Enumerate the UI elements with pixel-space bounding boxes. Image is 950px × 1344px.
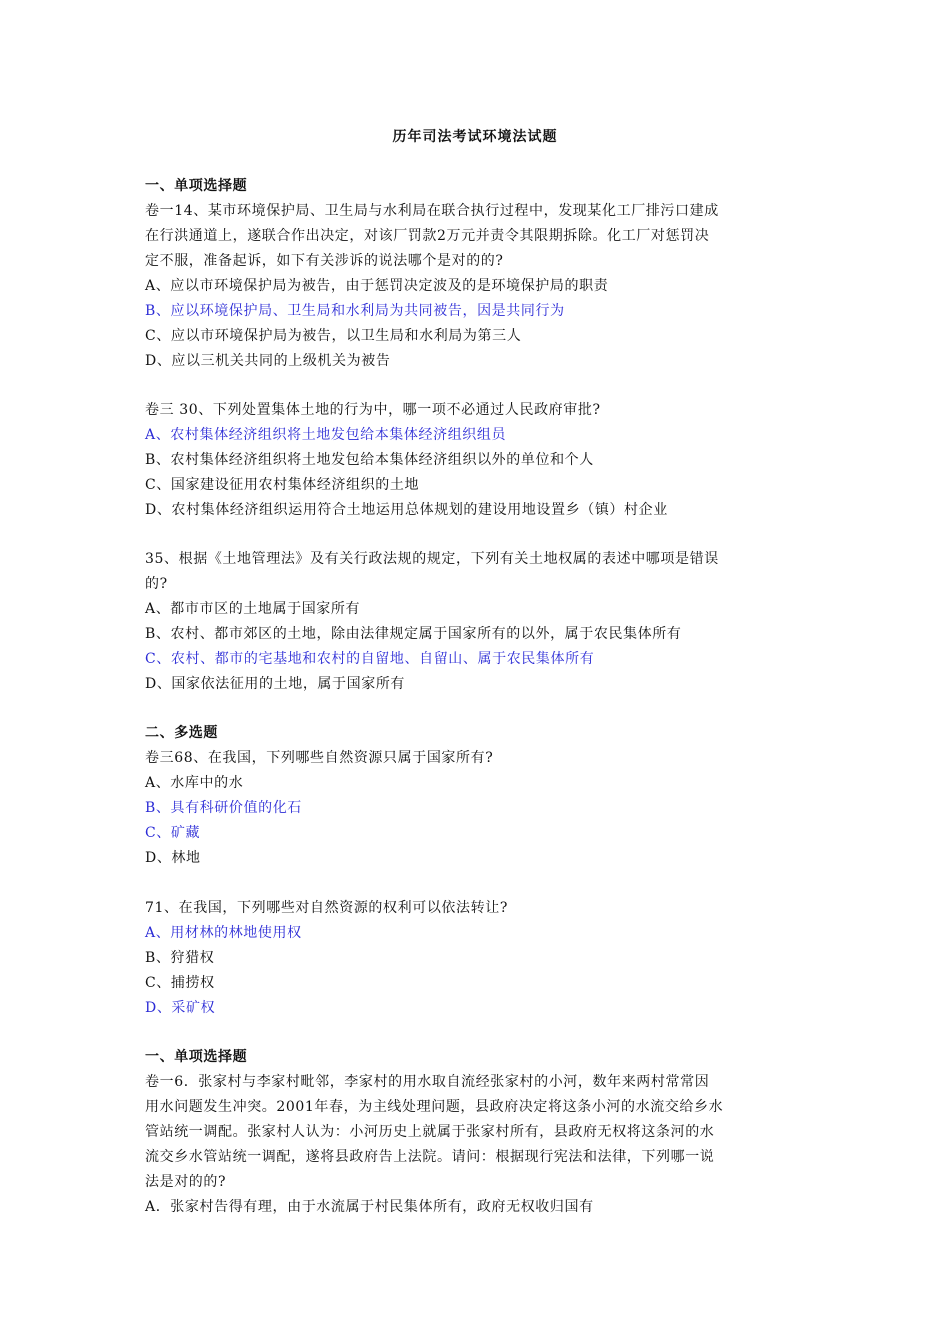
answer-option: D、林地 — [145, 850, 201, 866]
answer-option: A、水库中的水 — [145, 775, 244, 791]
question-stem: 管站统一调配。张家村人认为：小河历史上就属于张家村所有，县政府无权将这条河的水 — [145, 1124, 715, 1140]
answer-option: A、应以市环境保护局为被告，由于惩罚决定波及的是环境保护局的职责 — [145, 278, 609, 294]
question-stem: 卷三68、在我国，下列哪些自然资源只属于国家所有? — [145, 750, 494, 766]
answer-option-highlighted: B、具有科研价值的化石 — [145, 800, 302, 816]
answer-option: D、应以三机关共同的上级机关为被告 — [145, 353, 391, 369]
section-heading: 一、单项选择题 — [145, 1049, 248, 1065]
question-stem: 卷三 30、下列处置集体土地的行为中，哪一项不必通过人民政府审批? — [145, 402, 601, 418]
answer-option-highlighted: A、农村集体经济组织将土地发包给本集体经济组织组员 — [145, 427, 507, 443]
question-stem: 在行洪通道上，遂联合作出决定，对该厂罚款2万元并责令其限期拆除。化工厂对惩罚决 — [145, 228, 710, 244]
section-heading: 一、单项选择题 — [145, 178, 248, 194]
answer-option: B、狩猎权 — [145, 950, 215, 966]
answer-option: B、农村、都市郊区的土地，除由法律规定属于国家所有的以外，属于农民集体所有 — [145, 626, 682, 642]
question-stem: 35、根据《土地管理法》及有关行政法规的规定，下列有关土地权属的表述中哪项是错误 — [145, 551, 719, 567]
question-stem: 流交乡水管站统一调配，遂将县政府告上法院。请问：根据现行宪法和法律，下列哪一说 — [145, 1149, 715, 1165]
answer-option-highlighted: C、农村、都市的宅基地和农村的自留地、自留山、属于农民集体所有 — [145, 651, 595, 667]
question-stem: 卷一6．张家村与李家村毗邻，李家村的用水取自流经张家村的小河，数年来两村常常因 — [145, 1074, 710, 1090]
question-stem: 71、在我国，下列哪些对自然资源的权利可以依法转让? — [145, 900, 508, 916]
question-stem: 用水问题发生冲突。2001年春，为主线处理问题，县政府决定将这条小河的水流交给乡水 — [145, 1099, 724, 1115]
answer-option: C、捕捞权 — [145, 975, 215, 991]
question-stem: 的? — [145, 576, 168, 592]
question-stem: 定不服，准备起诉，如下有关涉诉的说法哪个是对的的? — [145, 253, 504, 269]
answer-option: A、都市市区的土地属于国家所有 — [145, 601, 361, 617]
answer-option: C、应以市环境保护局为被告，以卫生局和水利局为第三人 — [145, 328, 522, 344]
answer-option: A．张家村告得有理，由于水流属于村民集体所有，政府无权收归国有 — [145, 1199, 594, 1215]
answer-option-highlighted: D、采矿权 — [145, 1000, 216, 1016]
answer-option: D、国家依法征用的土地，属于国家所有 — [145, 676, 406, 692]
answer-option: B、农村集体经济组织将土地发包给本集体经济组织以外的单位和个人 — [145, 452, 594, 468]
answer-option-highlighted: A、用材林的林地使用权 — [145, 925, 302, 941]
document-title: 历年司法考试环境法试题 — [392, 129, 558, 145]
question-stem: 法是对的的? — [145, 1174, 227, 1190]
answer-option: D、农村集体经济组织运用符合土地运用总体规划的建设用地设置乡（镇）村企业 — [145, 502, 668, 518]
answer-option-highlighted: C、矿藏 — [145, 825, 201, 841]
question-stem: 卷一14、某市环境保护局、卫生局与水利局在联合执行过程中，发现某化工厂排污口建成 — [145, 203, 719, 219]
answer-option: C、国家建设征用农村集体经济组织的土地 — [145, 477, 420, 493]
answer-option-highlighted: B、应以环境保护局、卫生局和水利局为共同被告，因是共同行为 — [145, 303, 565, 319]
section-heading: 二、多选题 — [145, 725, 218, 741]
